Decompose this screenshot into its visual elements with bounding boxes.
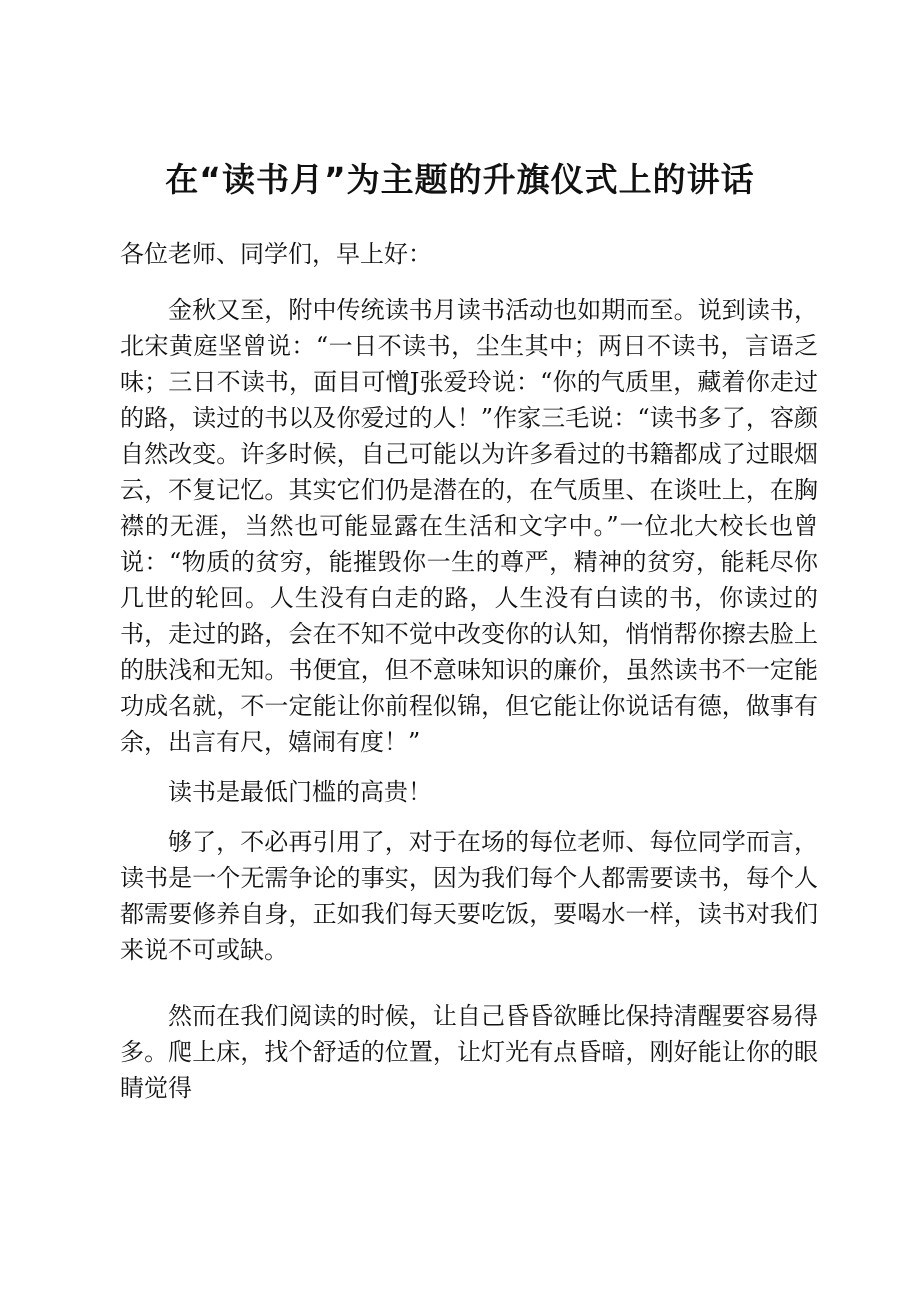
paragraph-reading-habits: 然而在我们阅读的时候，让自己昏昏欲睡比保持清醒要容易得多。爬上床，找个舒适的位置，让灯光有点昏暗，刚好能让你的眼睛觉得 (120, 1002, 818, 1102)
document-body (120, 236, 818, 1106)
paragraph-necessity: 够了，不必再引用了，对于在场的每位老师、每位同学而言，读书是一个无需争论的事实，因为我们每个人都需要读书，每个人都需要修养自身，正如我们每天要吃饭，要喝水一样，读书对我们来说不可或缺。 (120, 828, 818, 964)
document-title: 在“读书月”为主题的升旗仪式上的讲话 (165, 160, 755, 199)
greeting-line: 各位老师、同学们，早上好： (120, 240, 432, 268)
paragraph-highlight: 读书是最低门槛的高贵！ (168, 778, 432, 806)
paragraph-quotes: 金秋又至，附中传统读书月读书活动也如期而至。说到读书，北宋黄庭坚曾说：“一日不读书，尘生其中；两日不读书，言语乏味；三日不读书，面目可憎J张爱玲说：“你的气质里，藏着你走过的路，读过的书以及你爱过的人！”作家三毛说：“读书多了，容颜自然改变。许多时候，自己可能以为许多看过的书籍都成了过眼烟云，不复记忆。其实它们仍是潜在的，在气质里、在谈吐上，在胸襟的无涯，当然也可能显露在生活和文字中。”一位北大校长也曾说：“物质的贫穷，能摧毁你一生的尊严，精神的贫穷，能耗尽你几世的轮回。人生没有白走的路，人生没有白读的书，你读过的书，走过的路，会在不知不觉中改变你的认知，悄悄帮你擦去脸上的肤浅和无知。书便宜，但不意味知识的廉价，虽然读书不一定能功成名就，不一定能让你前程似锦，但它能让你说话有德，做事有余，出言有尺，嬉闹有度！” (120, 296, 818, 756)
